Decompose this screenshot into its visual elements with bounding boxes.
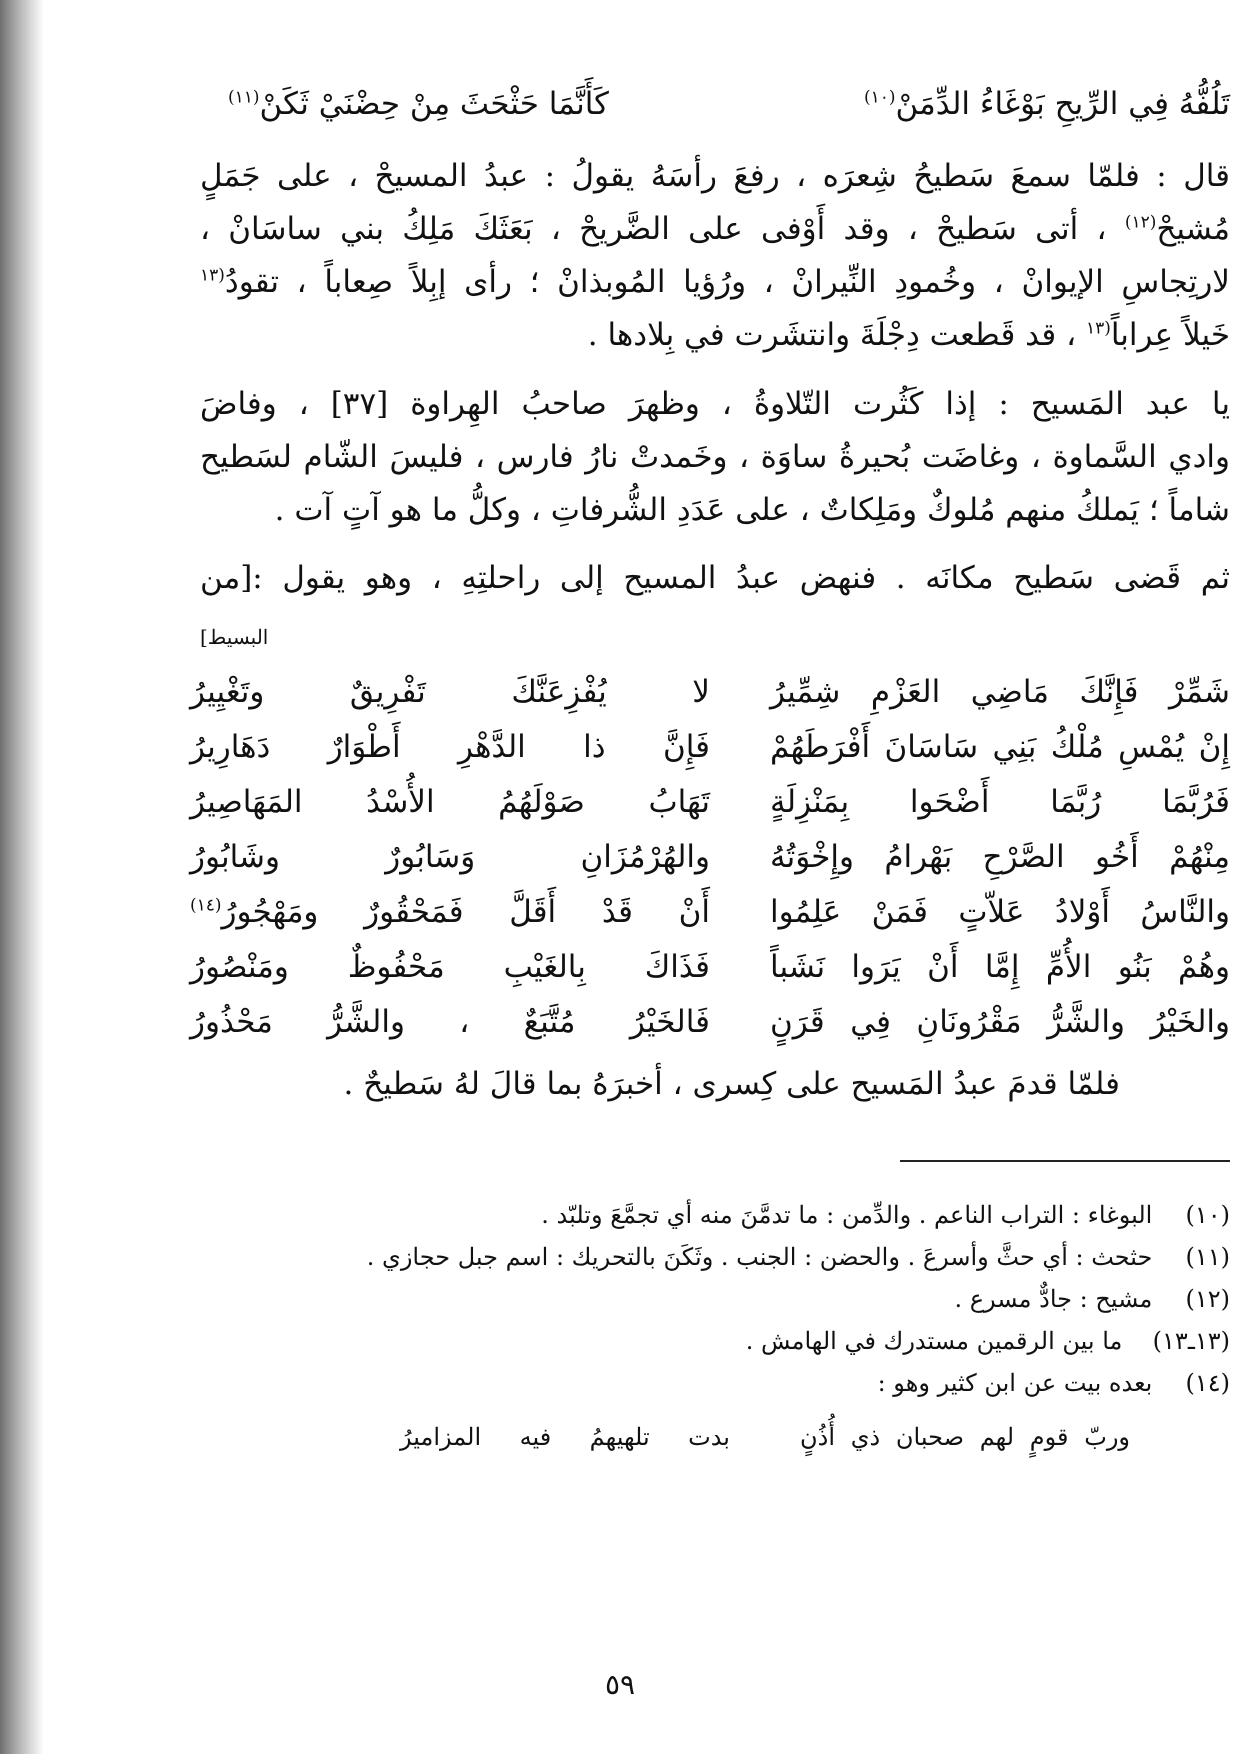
footnote-verse-second-hemistich: بدت تلهيهمُ فيه المزاميرُ bbox=[400, 1423, 730, 1451]
verse-1-first-hemistich: شَمِّرْ فَإِنَّكَ مَاضِي العَزْمِ شِمِّيرُ bbox=[770, 674, 1230, 710]
verse-5-second-hemistich: أَنْ قَدْ أَقَلَّ فَمَحْقُورٌ ومَهْجُورُ$^{(١٤)}$ bbox=[190, 894, 710, 930]
footnote-11 bbox=[200, 1240, 1230, 1274]
verse-2-first-hemistich: إِنْ يُمْسِ مُلْكُ بَنِي سَاسَانَ أَفْرَطَهُمْ bbox=[770, 729, 1230, 765]
footnote-ref-11: (١١) bbox=[228, 87, 260, 108]
footnote-12 bbox=[200, 1282, 1230, 1316]
para2-line2: وادي السَّماوة ، وغاضَت بُحيرةُ ساوَة ، وخَمدتْ نارُ فارس ، فليسَ الشّام لسَطيح bbox=[200, 439, 1230, 475]
page-number: ٥٩ bbox=[604, 1668, 636, 1701]
para1-line4: خَيلاً عِراباً$^{(١٣}$ ، قد قَطعت دِجْلَةَ وانتشَرت في بِلادها . bbox=[587, 317, 1230, 353]
para2-line3: شاماً ؛ يَملكُ منهم مُلوكٌ ومَلِكاتٌ ، على عَدَدِ الشُّرفاتِ ، وكلُّ ما هو آتٍ آت . bbox=[274, 492, 1230, 528]
verse-5-first-hemistich: والنَّاسُ أَوْلادُ عَلاّتٍ فَمَنْ عَلِمُوا bbox=[770, 894, 1230, 930]
footnote-number: (١٢) bbox=[1185, 1285, 1230, 1313]
footnote-text: بعده بيت عن ابن كثير وهو : bbox=[877, 1369, 1153, 1397]
verse-1-second-hemistich: لا يُفْزِعَنَّكَ تَفْرِيقٌ وتَغْيِيرُ bbox=[190, 674, 710, 710]
footnote-10 bbox=[200, 1198, 1230, 1232]
footnote-number: (١١) bbox=[1185, 1243, 1230, 1271]
footnote-ref-14: (١٤) bbox=[190, 895, 222, 916]
verse-6-first-hemistich: وهُمْ بَنُو الأُمِّ إِمَّا أَنْ يَرَوا نَشَباً bbox=[770, 949, 1230, 985]
footnote-number: (١٣ـ١٣) bbox=[1152, 1327, 1230, 1355]
footnote-text: مشيح : جادٌّ مسرع . bbox=[954, 1285, 1153, 1313]
footnote-text: البوغاء : التراب الناعم . والدِّمن : ما تدمَّنَ منه أي تجمَّعَ وتلبّد . bbox=[541, 1201, 1153, 1229]
top-verse-first-half: تَلُفُّهُ فِي الرِّيحِ بَوْغَاءُ الدِّمَنْ$^{(١٠)}$ bbox=[863, 86, 1230, 122]
verse-4-second-hemistich: والهُرْمُزَانِ وَسَابُورٌ وشَابُورُ bbox=[190, 839, 710, 875]
para1-line3: لارتِجاسِ الإيوانْ ، وخُمودِ النِّيرانْ ، ورُؤيا المُوبذانْ ؛ رأى إبِلاً صِعاباً ، تقودُ$^{(١٣}$ bbox=[200, 264, 1230, 300]
footnote-13 bbox=[200, 1324, 1230, 1358]
footnote-text: حثحث : أي حثَّ وأسرعَ . والحضن : الجنب . وثَكَنَ بالتحريك : اسم جبل حجازي . bbox=[366, 1243, 1153, 1271]
para2-line1: يا عبد المَسيح : إذا كَثُرت التّلاوةُ ، وظهرَ صاحبُ الهِراوة [٣٧] ، وفاضَ bbox=[200, 386, 1230, 422]
para1-line1: قال : فلمّا سمعَ سَطيحُ شِعرَه ، رفعَ رأسَهُ يقولُ : عبدُ المسيحْ ، على جَمَلٍ bbox=[200, 158, 1230, 194]
verse-2-second-hemistich: فَإِنَّ ذا الدَّهْرِ أَطْوَارٌ دَهَارِيرُ bbox=[190, 729, 710, 765]
verse-3-second-hemistich: تَهَابُ صَوْلَهُمُ الأُسْدُ المَهَاصِيرُ bbox=[190, 784, 710, 820]
footnote-ref-13-start: (١٣ bbox=[200, 265, 225, 286]
footnote-number: (١٠) bbox=[1185, 1201, 1230, 1229]
footnote-ref-12: (١٢) bbox=[1124, 212, 1157, 233]
verse-7-second-hemistich: فَالخَيْرُ مُتَّبَعٌ ، والشَّرُّ مَحْذُورُ bbox=[190, 1004, 710, 1040]
para1-line2: مُشيحْ$^{(١٢)}$ ، أتى سَطيحْ ، وقد أَوْفى على الضَّريحْ ، بَعَثَكَ مَلِكُ بني ساسَانْ ، bbox=[200, 211, 1230, 247]
footnote-text: ما بين الرقمين مستدرك في الهامش . bbox=[745, 1327, 1123, 1355]
footnote-number: (١٤) bbox=[1185, 1369, 1230, 1397]
footnote-ref-10: (١٠) bbox=[863, 87, 896, 108]
footnote-separator bbox=[900, 1160, 1230, 1162]
closing-line: فلمّا قدمَ عبدُ المَسيح على كِسرى ، أخبرَهُ بما قالَ لهُ سَطيحٌ . bbox=[343, 1066, 1120, 1102]
book-page bbox=[190, 60, 1230, 1740]
verse-7-first-hemistich: والخَيْرُ والشَّرُّ مَقْرُونَانِ فِي قَرَنٍ bbox=[770, 1004, 1230, 1040]
para3-line1: ثم قَضى سَطيح مكانَه . فنهض عبدُ المسيح إلى راحلتِهِ ، وهو يقول :[من bbox=[200, 560, 1230, 596]
footnote-14 bbox=[200, 1366, 1230, 1400]
scan-gutter-shadow bbox=[0, 0, 44, 1754]
verse-4-first-hemistich: مِنْهُمْ أَخُو الصَّرْحِ بَهْرامُ وإِخْوَتُهُ bbox=[770, 839, 1230, 875]
meter-label: البسيط] bbox=[200, 625, 269, 649]
verse-6-second-hemistich: فَذَاكَ بِالغَيْبِ مَحْفُوظٌ ومَنْصُورُ bbox=[190, 949, 710, 985]
footnote-verse-first-hemistich: وربّ قومٍ لهم صحبان ذي أُذُنٍ bbox=[800, 1423, 1130, 1451]
verse-3-first-hemistich: فَرُبَّمَا رُبَّمَا أَضْحَوا بِمَنْزِلَةٍ bbox=[770, 784, 1230, 820]
top-verse-second-half: كَأَنَّمَا حَثْحَثَ مِنْ حِضْنَيْ ثَكَنْ$^{(١١)}$ bbox=[228, 86, 609, 122]
footnote-ref-13-end: (١٣ bbox=[1085, 318, 1111, 339]
